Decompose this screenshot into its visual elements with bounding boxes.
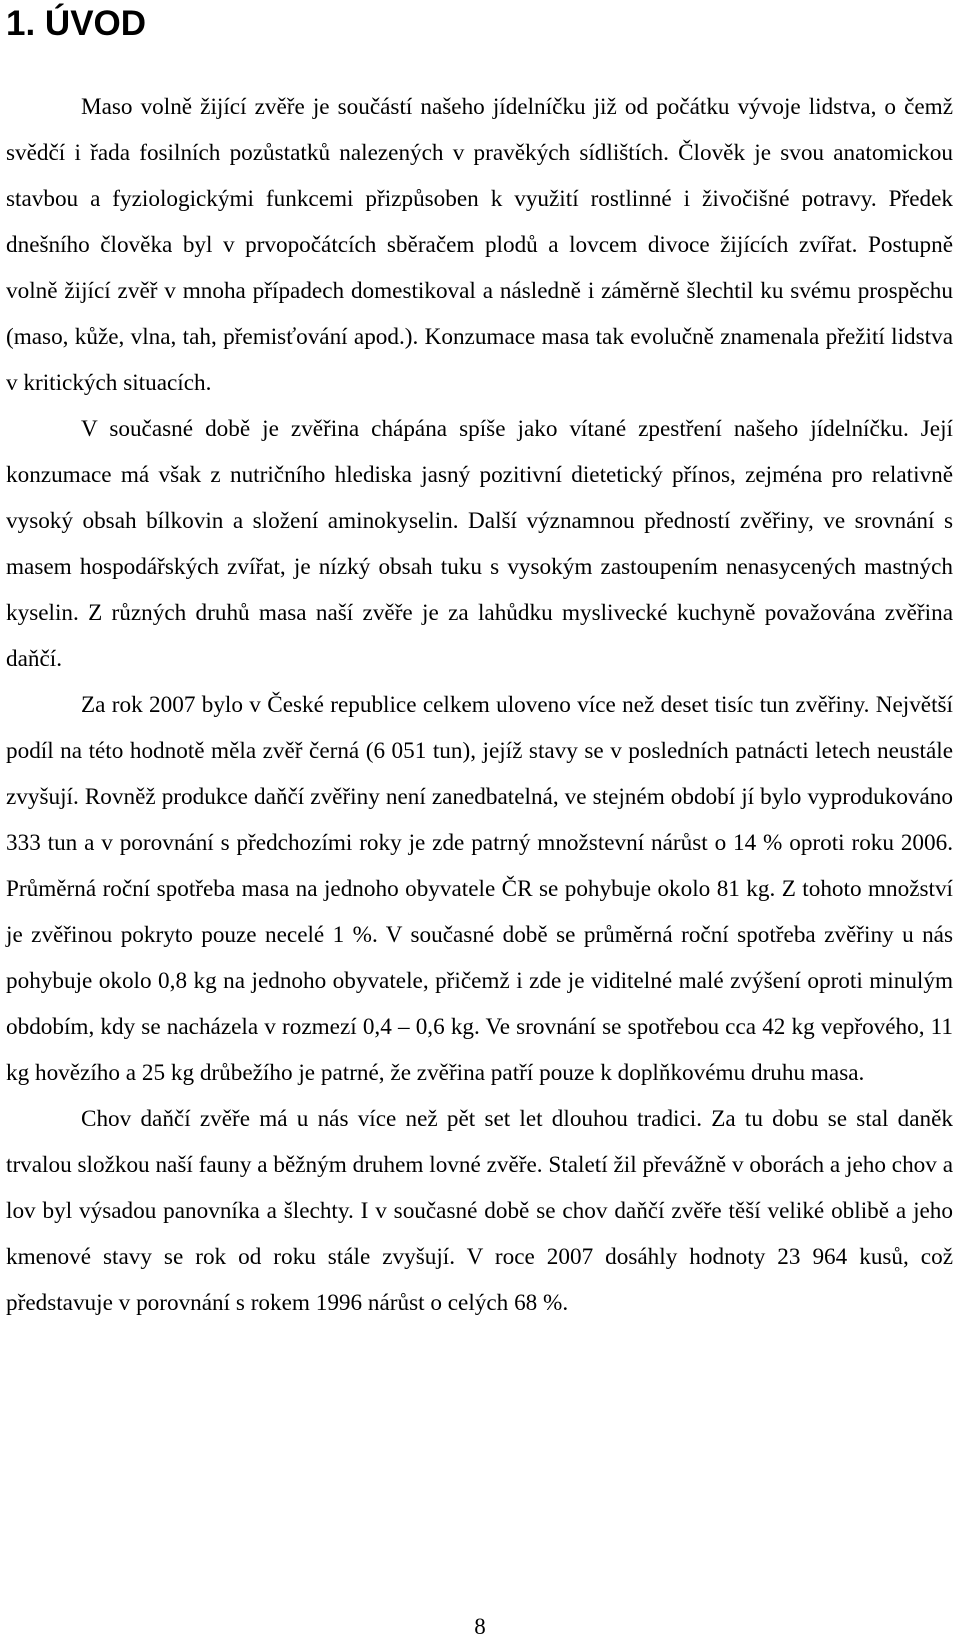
paragraph-statistics: Za rok 2007 bylo v České republice celkem uloveno více než deset tisíc tun zvěřiny. Největší podíl na této hodnotě měla zvěř černá (6 051 tun), jejíž stavy se v posledních patnácti letech neustále zvyšují. Rovněž produkce daňčí zvěřiny není zanedbatelná, ve stejném období jí bylo vyprodukováno 333 tun a v porovnání s předchozími roky je zde patrný množstevní nárůst o 14 % oproti roku 2006. Průměrná roční spotřeba masa na jednoho obyvatele ČR se pohybuje okolo 81 kg. Z tohoto množství je zvěřinou pokryto pouze necelé 1 %. V současné době se průměrná roční spotřeba zvěřiny u nás pohybuje okolo 0,8 kg na jednoho obyvatele, přičemž i zde je viditelné malé zvýšení oproti minulým obdobím, kdy se nacházela v rozmezí 0,4 – 0,6 kg. Ve srovnání se spotřebou cca 42 kg vepřového, 11 kg hovězího a 25 kg drůbežího je patrné, že zvěřina patří pouze k doplňkovému druhu masa. [6,692,953,1086]
paragraph-fallow-deer: Chov daňčí zvěře má u nás více než pět set let dlouhou tradici. Za tu dobu se stal daněk trvalou složkou naší fauny a běžným druhem lovné zvěře. Staletí žil převážně v oborách a jeho chov a lov byl výsadou panovníka a šlechty. I v současné době se chov daňčí zvěře těší veliké oblibě a jeho kmenové stavy se rok od roku stále zvyšují. V roce 2007 dosáhly hodnoty 23 964 kusů, což představuje v porovnání s rokem 1996 nárůst o celých 68 %. [6,1106,953,1316]
paragraph-current-role: V současné době je zvěřina chápána spíše jako vítané zpestření našeho jídelníčku. Její konzumace má však z nutričního hlediska jasný pozitivní dietetický přínos, zejména pro relativně vysoký obsah bílkovin a složení aminokyselin. Další významnou předností zvěřiny, ve srovnání s masem hospodářských zvířat, je nízký obsah tuku s vysokým zastoupením nenasycených mastných kyselin. Z různých druhů masa naší zvěře je za lahůdku myslivecké kuchyně považována zvěřina daňčí. [6,416,953,672]
chapter-body [6,84,953,1326]
paragraph-origin: Maso volně žijící zvěře je součástí našeho jídelníčku již od počátku vývoje lidstva, o čemž svědčí i řada fosilních pozůstatků nalezených v pravěkých sídlištích. Člověk je svou anatomickou stavbou a fyziologickými funkcemi přizpůsoben k využití rostlinné i živočišné potravy. Předek dnešního člověka byl v prvopočátcích sběračem plodů a lovcem divoce žijících zvířat. Postupně volně žijící zvěř v mnoha případech domestikoval a následně i záměrně šlechtil ku svému prospěchu (maso, kůže, vlna, tah, přemisťování apod.). Konzumace masa tak evolučně znamenala přežití lidstva v kritických situacích. [6,94,953,396]
page-number: 8 [474,1614,486,1639]
chapter-heading: 1. ÚVOD [6,4,147,43]
